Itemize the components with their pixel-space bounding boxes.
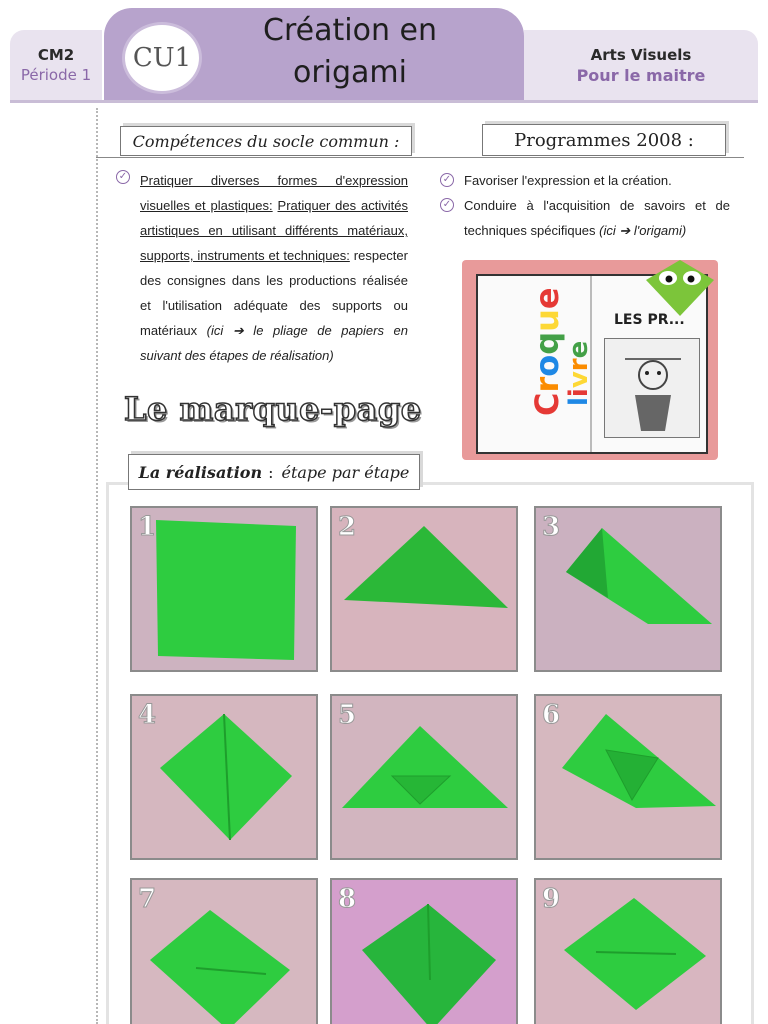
competences-label: Compétences du socle commun : — [120, 126, 412, 156]
croque-word: Croque — [528, 287, 566, 416]
step-number: 8 — [338, 884, 357, 914]
step-number: 3 — [542, 512, 561, 542]
step-number: 6 — [542, 700, 561, 730]
cartoon-illustration — [604, 338, 700, 438]
step-number: 9 — [542, 884, 561, 914]
step-photo-2 — [330, 506, 518, 672]
step-number: 4 — [138, 700, 157, 730]
check-circle-icon: ✓ — [440, 198, 454, 212]
competence-part-3: respecter des consignes dans les productions réalisée et l'utilisation adéquate des supports ou matériaux — [140, 248, 408, 338]
book-page-text: LES PR... — [614, 312, 685, 328]
marque-page-title: Le marque-page — [124, 390, 422, 428]
competence-part-4: (ici ➔ le pliage de papiers en suivant des étapes de réalisation) — [140, 323, 408, 363]
unit-code-badge: CU1 — [122, 22, 202, 94]
page-title — [210, 10, 490, 94]
step-photo-4 — [130, 694, 318, 860]
programme-item-1: ✓ Favoriser l'expression et la création. — [440, 168, 730, 193]
step-photo-6 — [534, 694, 722, 860]
step-number: 5 — [338, 700, 357, 730]
period-label: Période 1 — [20, 66, 92, 84]
audience-label: Pour le maitre — [576, 66, 706, 85]
competence-part-1: Pratiquer diverses formes d'expression visuelles et plastiques: — [140, 173, 408, 213]
frog-bookmark-icon — [642, 260, 718, 320]
title-line-2: origami — [292, 55, 407, 90]
step-number: 2 — [338, 512, 357, 542]
section-divider — [96, 157, 744, 158]
competences-text — [140, 168, 408, 368]
subject-label: Arts Visuels — [590, 46, 692, 64]
level-label: CM2 — [37, 46, 75, 64]
step-number: 1 — [138, 512, 157, 542]
livre-word: livre — [564, 340, 594, 406]
step-photo-9 — [534, 878, 722, 1024]
step-photo-8 — [330, 878, 518, 1024]
competence-part-2: Pratiquer des activités artistiques en utilisant différents matériaux, supports, instruments et techniques: — [140, 198, 408, 263]
step-photo-3 — [534, 506, 722, 672]
header-left-panel — [10, 30, 102, 100]
step-photo-1 — [130, 506, 318, 672]
header-divider — [10, 100, 758, 103]
title-line-1: Création en — [263, 13, 437, 48]
programme-item-2: ✓ Conduire à l'acquisition de savoirs et de techniques spécifiques (ici ➔ l'origami) — [440, 193, 730, 243]
step-number: 7 — [138, 884, 157, 914]
programmes-label: Programmes 2008 : — [482, 124, 726, 156]
margin-dotted-line — [96, 108, 98, 1024]
check-circle-icon: ✓ — [440, 173, 454, 187]
croque-livre-photo — [462, 260, 718, 460]
header-right-panel — [524, 30, 758, 100]
step-photo-7 — [130, 878, 318, 1024]
realisation-label: La réalisation : étape par étape — [128, 454, 420, 490]
step-photo-5 — [330, 694, 518, 860]
check-circle-icon: ✓ — [116, 170, 130, 184]
